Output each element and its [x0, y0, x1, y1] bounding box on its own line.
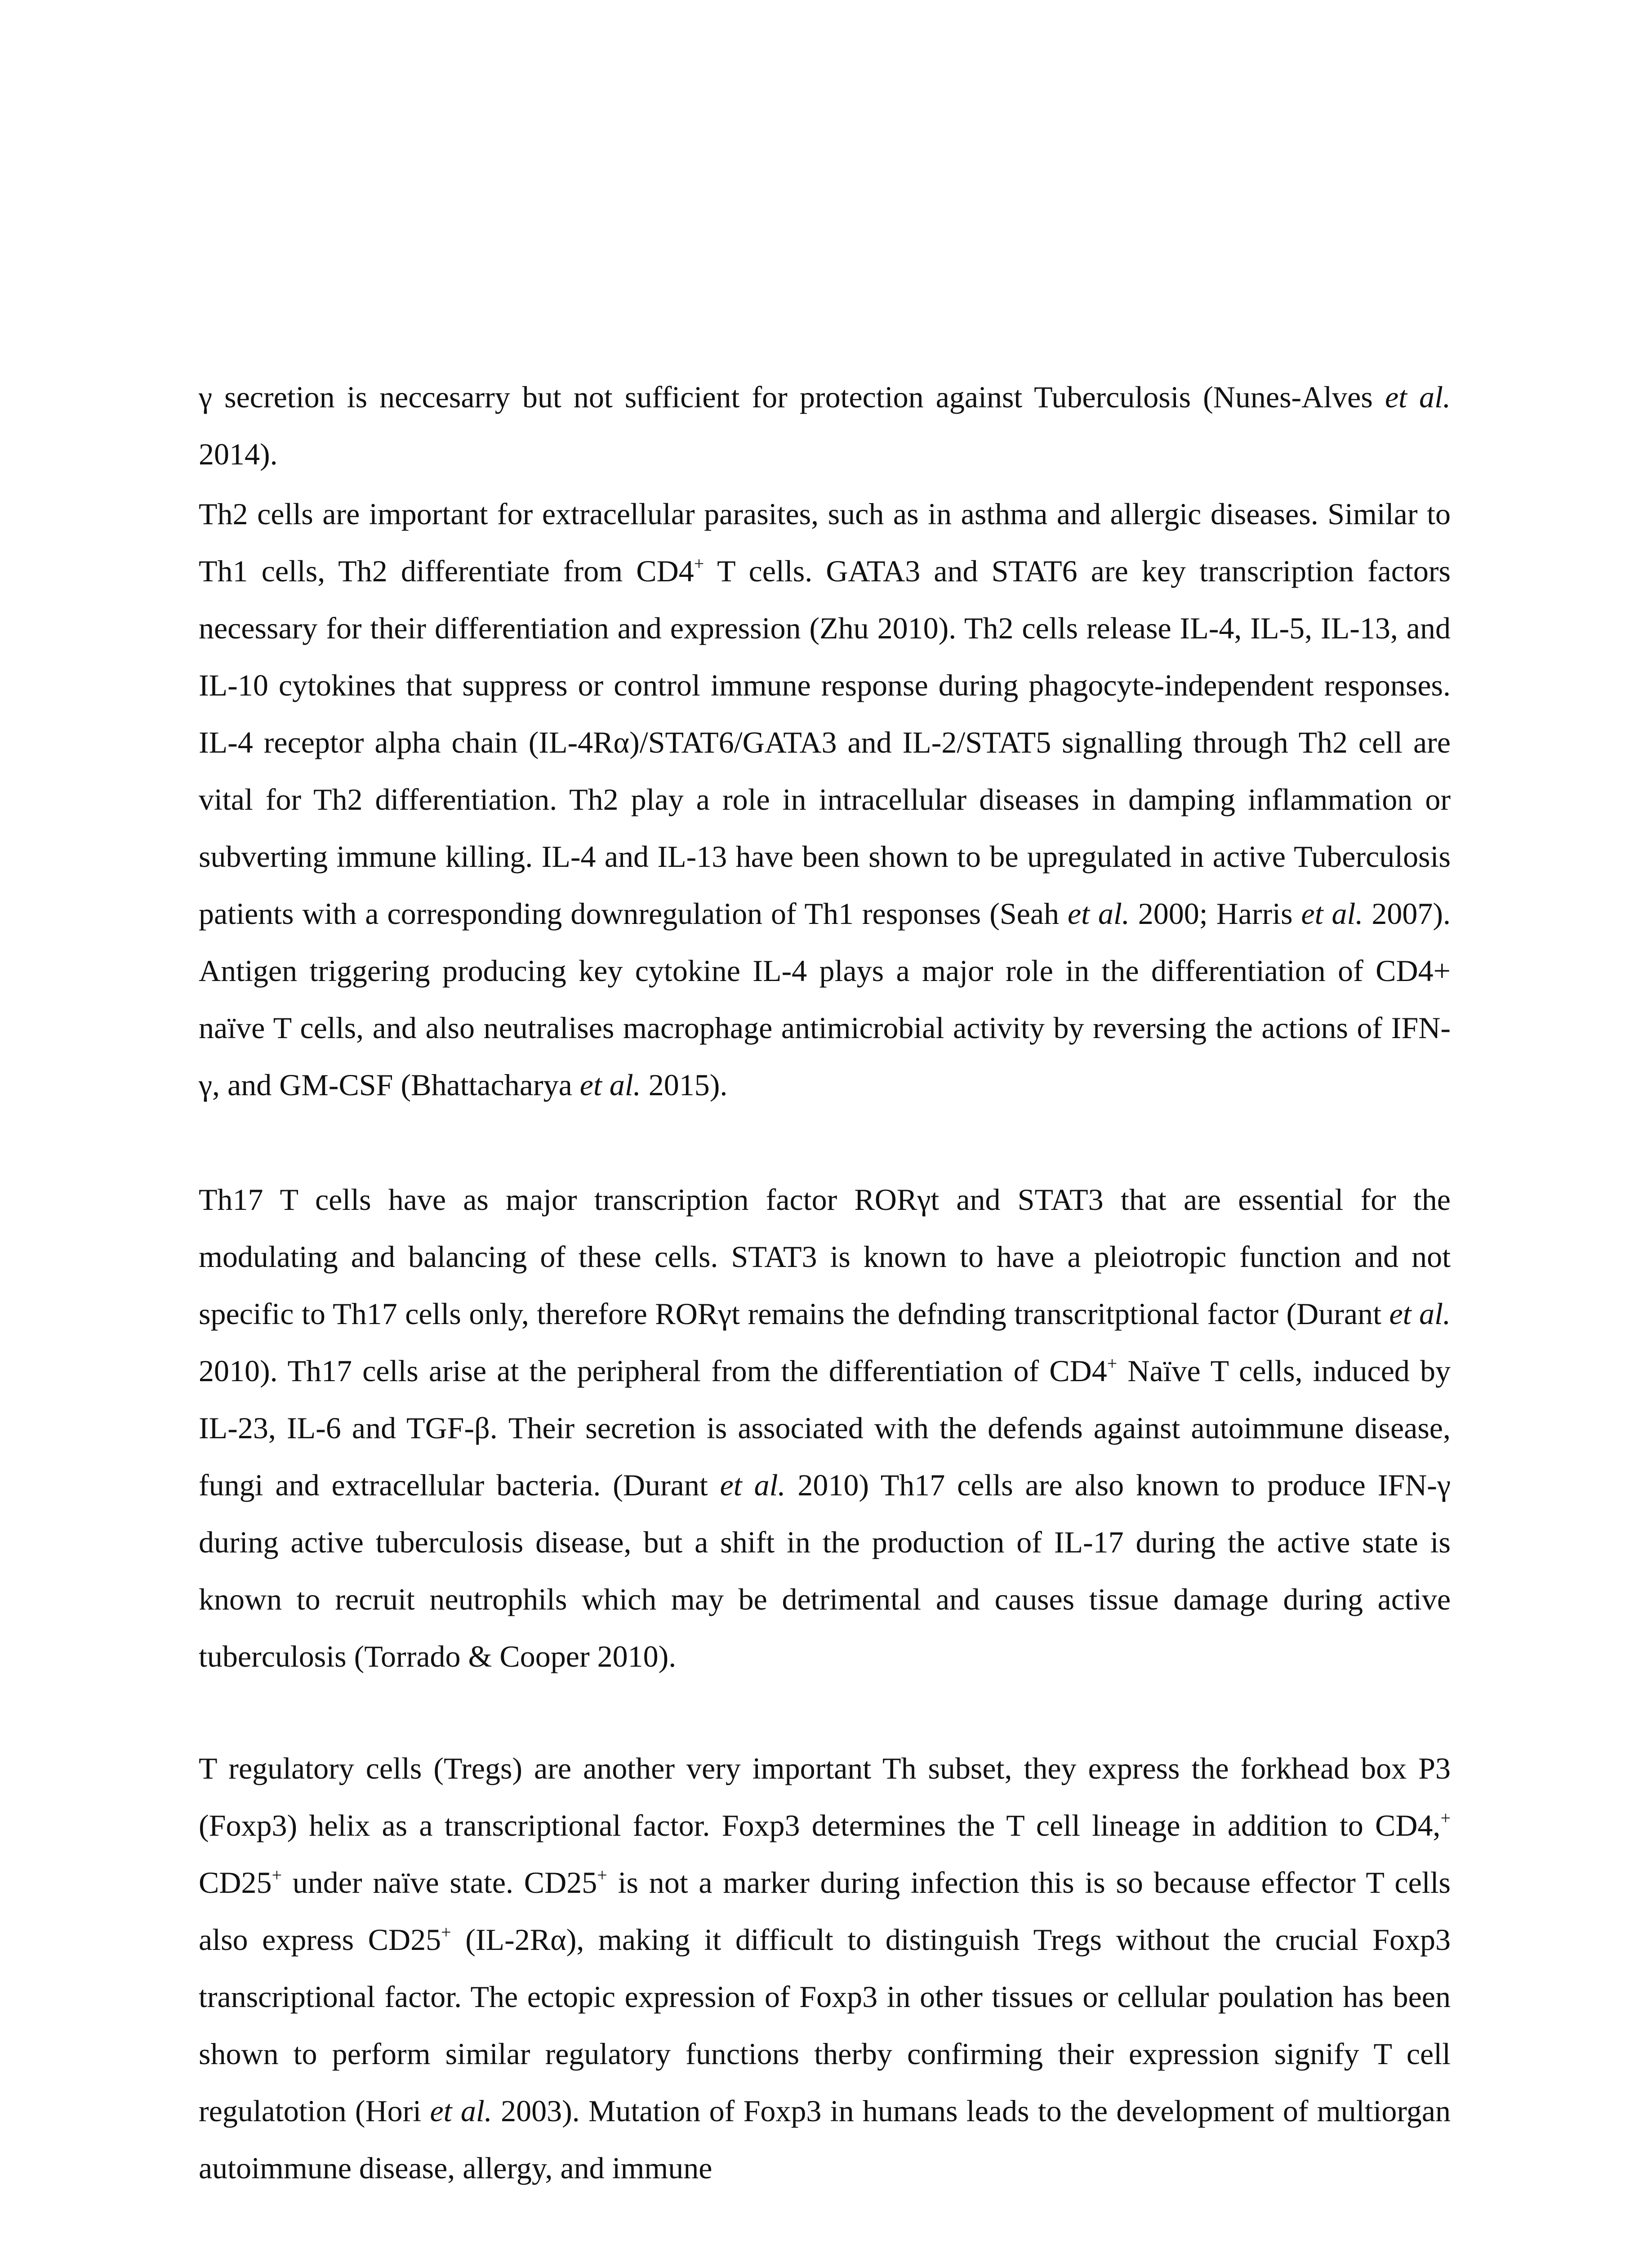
text-run: Naïve T cells, induced by IL-23, IL-6 and TGF-β. Their secretion is associated with the defends against autoimmune disease, fungi and extracellular bacteria. (Durant [199, 1354, 1451, 1502]
superscript-plus: + [1107, 1353, 1118, 1374]
text-run: γ secretion is neccesarry but not sufficient for protection against Tuberculosis (Nunes-Alves [199, 380, 1385, 414]
text-run: 2003). Mutation of Foxp3 in humans leads to the development of multiorgan autoimmune disease, allergy, and immune [199, 2094, 1451, 2185]
citation-et-al: et al. [1067, 897, 1130, 931]
text-run: is not a marker during infection this is so because effector T cells also express CD25 [199, 1865, 1451, 1957]
paragraph-th17-cells [199, 1171, 1451, 1685]
text-run: 2010). Th17 cells arise at the peripheral from the differentiation of CD4 [199, 1354, 1107, 1388]
superscript-plus: + [694, 553, 704, 574]
citation-et-al: et al. [430, 2094, 492, 2128]
superscript-plus: + [441, 1922, 451, 1942]
text-run: 2000; Harris [1129, 897, 1301, 931]
citation-et-al: et al. [579, 1068, 641, 1102]
text-run: 2010) Th17 cells are also known to produce IFN-γ during active tuberculosis disease, but a shift in the production of IL-17 during the active state is known to recruit neutrophils which may be detrimental and causes tissue damage during active tuberculosis (Torrado & Cooper 2010). [199, 1468, 1451, 1673]
paragraph-ifn-gamma-secretion [199, 369, 1451, 483]
superscript-plus: + [597, 1865, 607, 1885]
text-run: T regulatory cells (Tregs) are another very important Th subset, they express the forkhead box P3 (Foxp3) helix as a transcriptional factor. Foxp3 determines the T cell lineage in addition to CD4, [199, 1751, 1451, 1842]
text-run: under naïve state. CD25 [282, 1865, 597, 1900]
text-run: T cells. GATA3 and STAT6 are key transcription factors necessary for their differentiation and expression (Zhu 2010). Th2 cells release IL-4, IL-5, IL-13, and IL-10 cytokines that suppress or control immune response during phagocyte-independent responses. IL-4 receptor alpha chain (IL-4Rα)/STAT6/GATA3 and IL-2/STAT5 signalling through Th2 cell are vital for Th2 differentiation. Th2 play a role in intracellular diseases in damping inflammation or subverting immune killing. IL-4 and IL-13 have been shown to be upregulated in active Tuberculosis patients with a corresponding downregulation of Th1 responses (Seah [199, 554, 1451, 931]
citation-et-al: et al. [1301, 897, 1363, 931]
text-run: Th17 T cells have as major transcription factor RORγt and STAT3 that are essential for the modulating and balancing of these cells. STAT3 is known to have a pleiotropic function and not specific to Th17 cells only, therefore RORγt remains the defnding transcritptional factor (Durant [199, 1182, 1451, 1331]
paragraph-th2-cells [199, 486, 1451, 1114]
citation-et-al: et al. [1389, 1297, 1451, 1331]
text-run: (IL-2Rα), making it difficult to distinguish Tregs without the crucial Foxp3 transcriptional factor. The ectopic expression of Foxp3 in other tissues or cellular poulation has been shown to perform similar regulatory functions therby confirming their expression signify T cell regulatotion (Hori [199, 1922, 1451, 2128]
citation-et-al: et al. [1385, 380, 1451, 414]
text-run: CD25 [199, 1865, 272, 1900]
text-run: 2015). [641, 1068, 728, 1102]
paragraph-t-regulatory-cells [199, 1740, 1451, 2197]
superscript-plus: + [1440, 1808, 1451, 1828]
superscript-plus: + [272, 1865, 282, 1885]
text-run: Th2 cells are important for extracellular parasites, such as in asthma and allergic diseases. Similar to Th1 cells, Th2 differentiate from CD4 [199, 497, 1451, 588]
citation-et-al: et al. [720, 1468, 786, 1502]
text-run: 2007). Antigen triggering producing key cytokine IL-4 plays a major role in the differentiation of CD4+ naïve T cells, and also neutralises macrophage antimicrobial activity by reversing the actions of IFN-γ, and GM-CSF (Bhattacharya [199, 897, 1451, 1102]
text-run: 2014). [199, 437, 278, 471]
